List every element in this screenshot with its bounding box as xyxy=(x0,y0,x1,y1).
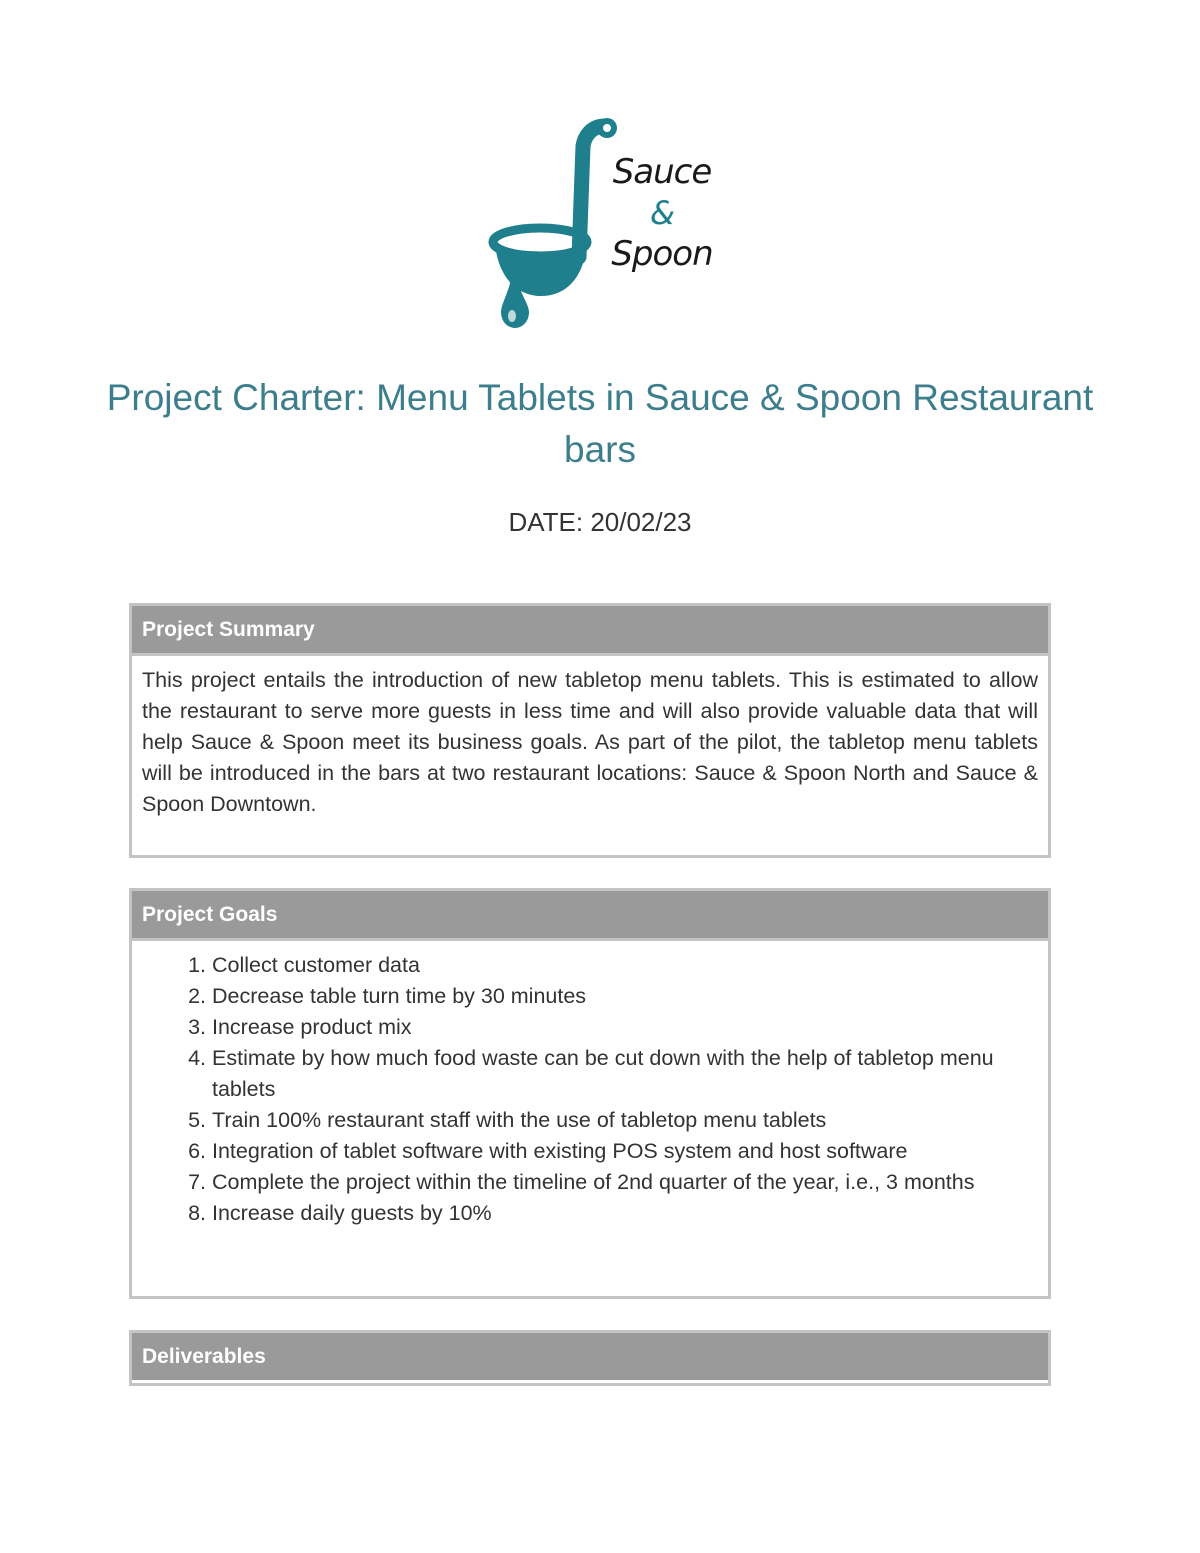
deliverables-section xyxy=(129,1330,1051,1386)
goal-number: 1. xyxy=(188,953,206,977)
logo-ampersand: & xyxy=(650,194,674,232)
goal-number: 7. xyxy=(188,1170,206,1194)
logo-word-spoon: Spoon xyxy=(611,234,713,274)
goal-text: Increase product mix xyxy=(212,1015,412,1039)
goal-number: 3. xyxy=(188,1015,206,1039)
project-summary-section xyxy=(129,603,1051,858)
project-goals-heading: Project Goals xyxy=(132,891,1048,941)
document-title: Project Charter: Menu Tablets in Sauce & Spoon Restaurant bars xyxy=(106,377,1094,470)
goal-text: Integration of tablet software with existing POS system and host software xyxy=(212,1139,908,1163)
document-date: DATE: 20/02/23 xyxy=(508,507,692,537)
deliverables-heading: Deliverables xyxy=(132,1333,1048,1380)
goal-number: 5. xyxy=(188,1108,206,1132)
goal-item xyxy=(188,1136,1038,1167)
goal-item xyxy=(188,981,1038,1012)
goal-item xyxy=(188,1012,1038,1043)
goal-text: Train 100% restaurant staff with the use of tabletop menu tablets xyxy=(212,1108,827,1132)
project-summary-heading: Project Summary xyxy=(132,606,1048,656)
goal-item xyxy=(188,950,1038,981)
goal-text: Collect customer data xyxy=(212,953,420,977)
logo-word-sauce: Sauce xyxy=(612,152,712,192)
goal-number: 4. xyxy=(188,1046,206,1070)
goal-number: 8. xyxy=(188,1201,206,1225)
goal-text: Estimate by how much food waste can be cut down with the help of tabletop menu tablets xyxy=(212,1046,994,1101)
goal-number: 2. xyxy=(188,984,206,1008)
goal-item xyxy=(188,1167,1038,1198)
goal-item xyxy=(188,1043,1038,1105)
project-summary-text: This project entails the introduction of new tabletop menu tablets. This is estimated to allow the restaurant to serve more guests in less time and will also provide valuable data that will help Sauce & Spoon meet its business goals. As part of the pilot, the tabletop menu tablets will be introduced in the bars at two restaurant locations: Sauce & Spoon North and Sauce & Spoon Downtown. xyxy=(142,668,1038,816)
goal-text: Decrease table turn time by 30 minutes xyxy=(212,984,587,1008)
goal-item xyxy=(188,1198,1038,1229)
goal-number: 6. xyxy=(188,1139,206,1163)
goal-text: Increase daily guests by 10% xyxy=(212,1201,492,1225)
goal-item xyxy=(188,1105,1038,1136)
project-goals-section xyxy=(129,888,1051,1299)
goal-text: Complete the project within the timeline of 2nd quarter of the year, i.e., 3 months xyxy=(212,1170,975,1194)
logo-wordmark xyxy=(597,150,727,276)
project-goals-list xyxy=(142,950,1038,1229)
